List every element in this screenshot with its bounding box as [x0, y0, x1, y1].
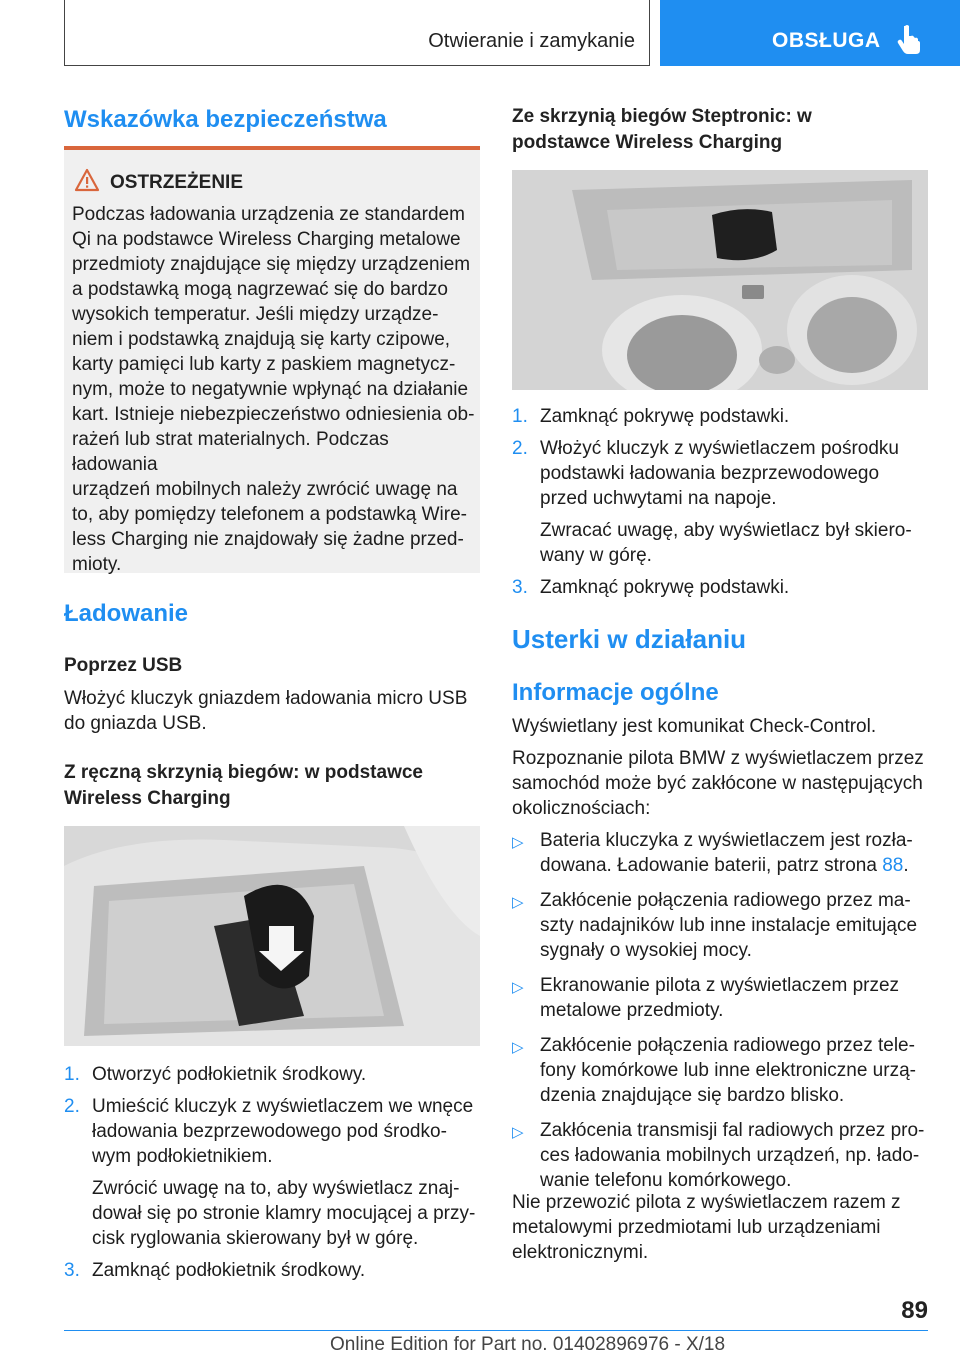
- armrest-charging-image: [64, 826, 480, 1046]
- warning-line: mioty.: [72, 554, 122, 575]
- header-section-tab[interactable]: [660, 0, 960, 66]
- bullet-line: [540, 913, 928, 938]
- warning-label: OSTRZEŻENIE: [110, 172, 244, 193]
- charging-heading: Ładowanie: [64, 600, 189, 627]
- bullet-text: fony komórkowe lub inne elektroniczne urzą-: [540, 1060, 916, 1081]
- warning-line: karty pamięci lub karty z paskiem magnetycz-: [72, 354, 456, 375]
- usb-text-line-1: Włożyć kluczyk gniazdem ładowania micro USB: [64, 688, 468, 709]
- warning-line: a podstawką mogą nagrzewać się do bardzo: [72, 279, 449, 300]
- step-number: 1.: [64, 1064, 80, 1085]
- bullet-line: [540, 853, 928, 878]
- bullet-line: [540, 1033, 928, 1058]
- bullet-text: Zakłócenia transmisji fal radiowych przez pro-: [540, 1120, 925, 1141]
- recognition-text: [512, 746, 928, 821]
- bullet-text: metalowe przedmioty.: [540, 1000, 724, 1021]
- hand-pointer-icon: [896, 24, 922, 54]
- malfunction-heading: Usterki w działaniu: [512, 624, 747, 654]
- bullet-item: [512, 888, 928, 963]
- bullet-item: [512, 1118, 928, 1193]
- bullet-text: Zakłócenie połączenia radiowego przez tele-: [540, 1035, 915, 1056]
- bullet-text: wanie telefonu komórkowego.: [540, 1170, 792, 1191]
- warning-triangle-icon: [74, 168, 100, 192]
- bullet-line: [540, 1083, 928, 1108]
- warning-line: wysokich temperatur. Jeśli między urządze-: [72, 304, 439, 325]
- closing-line: Nie przewozić pilota z wyświetlaczem razem z: [512, 1192, 901, 1213]
- closing-line: metalowymi przedmiotami lub urządzeniami: [512, 1217, 881, 1238]
- triangle-bullet-icon: ▷: [512, 979, 524, 996]
- section-title: OBSŁUGA: [772, 29, 881, 52]
- step-line: Zwracać uwagę, aby wyświetlacz był skiero-: [540, 520, 912, 541]
- warning-line: to, aby pomiędzy telefonem a podstawką Wire-: [72, 504, 467, 525]
- edition-footer: Online Edition for Part no. 01402896976 - X/18: [330, 1334, 726, 1355]
- closing-line: elektronicznymi.: [512, 1242, 649, 1263]
- step-line: Zwrócić uwagę na to, aby wyświetlacz znaj-: [92, 1178, 460, 1199]
- interference-bullet-list: [512, 828, 928, 1203]
- warning-line: less Charging nie znajdowały się żadne przed-: [72, 529, 464, 550]
- warning-line: Podczas ładowania urządzenia ze standardem: [72, 204, 465, 225]
- warning-line: rażeń lub strat materialnych. Podczas ładowania: [72, 429, 389, 475]
- bullet-text: dzenia znajdujące się bardzo blisko.: [540, 1085, 845, 1106]
- triangle-bullet-icon: ▷: [512, 1039, 524, 1056]
- warning-box: [64, 150, 480, 573]
- bullet-line: [540, 888, 928, 913]
- recognition-line: Rozpoznanie pilota BMW z wyświetlaczem przez: [512, 748, 924, 769]
- step-item: [64, 1176, 480, 1251]
- bullet-line: [540, 973, 928, 998]
- general-info-text: Wyświetlany jest komunikat Check-Control.: [512, 716, 877, 737]
- warning-line: urządzeń mobilnych należy zwrócić uwagę na: [72, 479, 458, 500]
- step-number: 3.: [512, 577, 528, 598]
- step-line: wany w górę.: [540, 545, 652, 566]
- step-number: 2.: [512, 438, 528, 459]
- warning-text: [72, 202, 476, 577]
- bullet-item: [512, 828, 928, 878]
- left-steps-list: [64, 1062, 480, 1290]
- steptronic-heading-line-2: podstawce Wireless Charging: [512, 132, 783, 153]
- chapter-title: Otwieranie i zamykanie: [428, 30, 635, 52]
- bullet-line: [540, 938, 928, 963]
- closing-text: [512, 1190, 928, 1265]
- bullet-line: [540, 1143, 928, 1168]
- step-line: przed uchwytami na napoje.: [540, 488, 777, 509]
- step-item: [512, 436, 928, 511]
- console-charging-image: [512, 170, 928, 390]
- manual-heading-line-1: Z ręczną skrzynią biegów: w podstawce: [64, 762, 423, 783]
- bullet-line: [540, 828, 928, 853]
- usb-heading: Poprzez USB: [64, 655, 183, 676]
- warning-line: niem i podstawką znajdują się karty czipowe,: [72, 329, 451, 350]
- step-line: dował się po stronie klamry mocującej a przy-: [92, 1203, 476, 1224]
- bullet-line: [540, 998, 928, 1023]
- recognition-line: samochód może być zakłócone w następujących: [512, 773, 923, 794]
- warning-line: Qi na podstawce Wireless Charging metalowe: [72, 229, 461, 250]
- bullet-text: szty nadajników lub inne instalacje emitujące: [540, 915, 918, 936]
- header-chapter-box: [64, 0, 650, 66]
- bullet-line: [540, 1058, 928, 1083]
- warning-line: przedmioty znajdujące się między urządzeniem: [72, 254, 471, 275]
- bullet-item: [512, 1033, 928, 1108]
- step-item: [512, 518, 928, 568]
- bullet-text: Zakłócenie połączenia radiowego przez ma-: [540, 890, 911, 911]
- bullet-text: Ekranowanie pilota z wyświetlaczem przez: [540, 975, 900, 996]
- step-number: 1.: [512, 406, 528, 427]
- bullet-text: sygnały o wysokiej mocy.: [540, 940, 752, 961]
- page-number: 89: [901, 1297, 928, 1324]
- triangle-bullet-icon: ▷: [512, 834, 524, 851]
- step-line: Otworzyć podłokietnik środkowy.: [92, 1064, 367, 1085]
- usb-text-line-2: do gniazda USB.: [64, 713, 207, 734]
- steptronic-heading-line-1: Ze skrzynią biegów Steptronic: w: [512, 106, 812, 127]
- right-steps-list: [512, 404, 928, 607]
- step-line: wym podłokietnikiem.: [92, 1146, 273, 1167]
- step-number: 3.: [64, 1260, 80, 1281]
- step-line: Zamknąć pokrywę podstawki.: [540, 406, 790, 427]
- bullet-text: ces ładowania mobilnych urządzeń, np. łado-: [540, 1145, 920, 1166]
- step-item: [512, 404, 928, 429]
- step-item: [512, 575, 928, 600]
- step-line: Umieścić kluczyk z wyświetlaczem we wnęce: [92, 1096, 474, 1117]
- step-item: [64, 1094, 480, 1169]
- warning-line: kart. Istnieje niebezpieczeństwo odniesienia ob-: [72, 404, 475, 425]
- bullet-line: [540, 1118, 928, 1143]
- step-line: Włożyć kluczyk z wyświetlaczem pośrodku: [540, 438, 899, 459]
- safety-heading: Wskazówka bezpieczeństwa: [64, 106, 387, 133]
- step-item: [64, 1062, 480, 1087]
- page-link[interactable]: 88: [882, 855, 904, 876]
- step-number: 2.: [64, 1096, 80, 1117]
- warning-line: nym, może to negatywnie wpłynąć na działanie: [72, 379, 469, 400]
- footer-divider: [64, 1330, 928, 1331]
- triangle-bullet-icon: ▷: [512, 894, 524, 911]
- bullet-text: dowana. Ładowanie baterii, patrz strona: [540, 855, 883, 876]
- step-line: ładowania bezprzewodowego pod środko-: [92, 1121, 447, 1142]
- recognition-line: okolicznościach:: [512, 798, 651, 819]
- step-line: podstawki ładowania bezprzewodowego: [540, 463, 880, 484]
- triangle-bullet-icon: ▷: [512, 1124, 524, 1141]
- bullet-item: [512, 973, 928, 1023]
- step-line: cisk ryglowania skierowany był w górę.: [92, 1228, 419, 1249]
- manual-heading-line-2: Wireless Charging: [64, 788, 231, 809]
- step-line: Zamknąć podłokietnik środkowy.: [92, 1260, 366, 1281]
- bullet-text: Bateria kluczyka z wyświetlaczem jest rozła-: [540, 830, 913, 851]
- bullet-suffix: .: [903, 855, 909, 876]
- step-item: [64, 1258, 480, 1283]
- general-info-heading: Informacje ogólne: [512, 679, 719, 706]
- step-line: Zamknąć pokrywę podstawki.: [540, 577, 790, 598]
